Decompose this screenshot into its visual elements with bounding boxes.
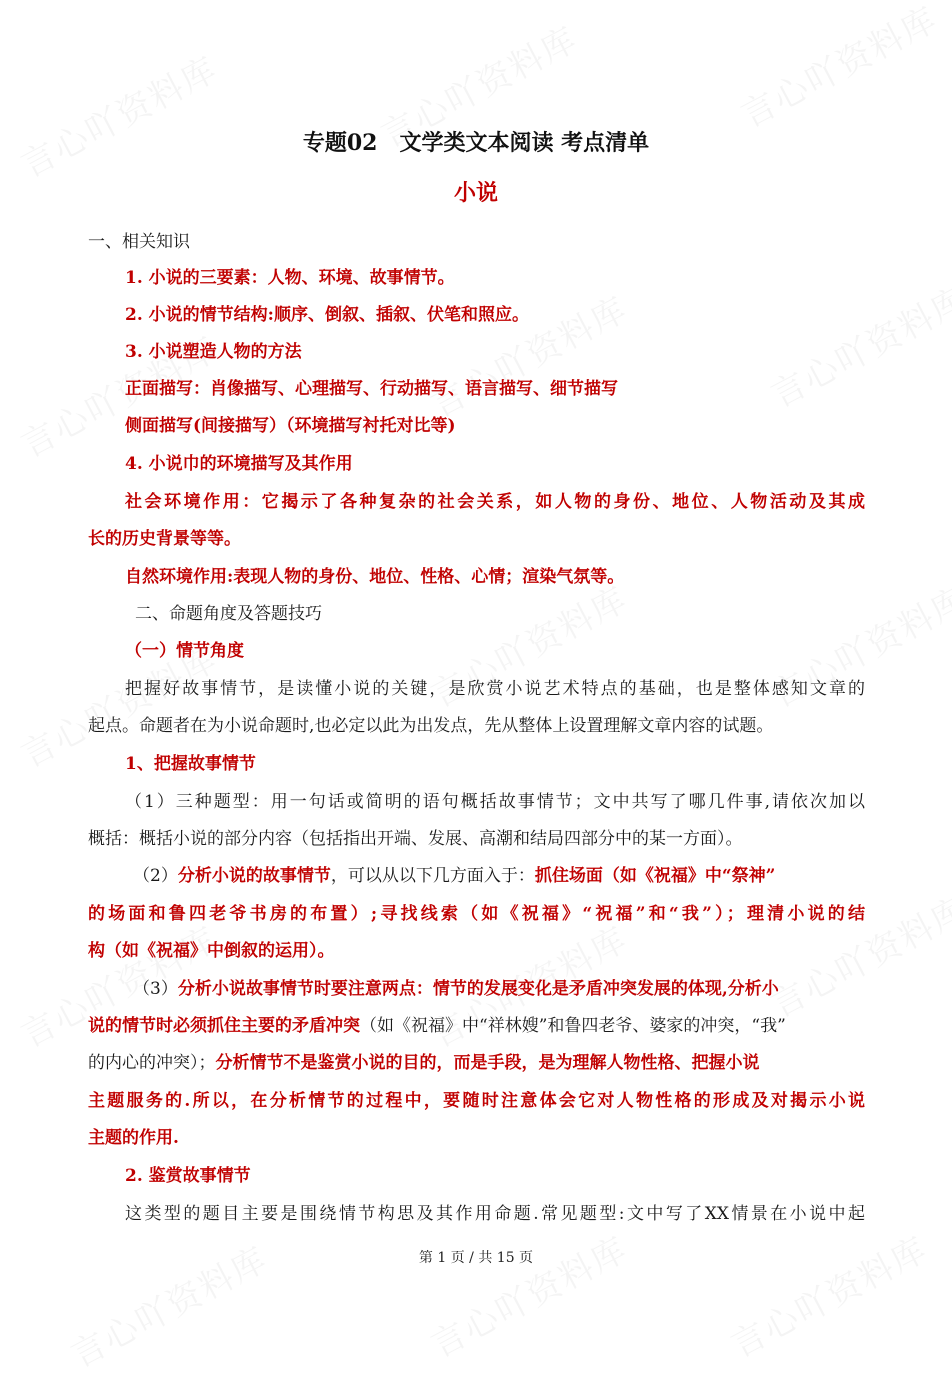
knowledge-item: 2. 小说的情节结构:顺序、倒叙、插叙、伏笔和照应。 (125, 305, 529, 325)
page-title: 专题02 文学类文本阅读 考点清单 (302, 130, 650, 156)
paragraph-line: 构（如《祝福》中倒叙的运用）。 (88, 941, 335, 961)
text-run: 抓住场面（如《祝福》中“祭神” (534, 866, 776, 886)
text-run: （2） (133, 866, 178, 886)
section-heading: 一、相关知识 (88, 232, 190, 252)
text-run: 分析小说故事情节时要注意两点：情节的发展变化是矛盾冲突发展的体现,分析小 (177, 979, 779, 999)
subsection-heading: 2. 鉴赏故事情节 (125, 1166, 251, 1186)
paragraph-line: （1）三种题型：用一句话或简明的语句概括故事情节；文中共写了哪几件事,请依次加以 (125, 792, 865, 812)
text-run: ，可以从以下几方面入于： (330, 866, 535, 886)
subsection-heading: 1、把握故事情节 (125, 754, 256, 774)
paragraph-line: 把握好故事情节，是读懂小说的关键，是欣赏小说艺术特点的基础，也是整体感知文章的 (125, 679, 865, 699)
paragraph-line (88, 1051, 760, 1075)
paragraph-line: 起点。命题者在为小说命题时,也必定以此为出发点，先从整体上设置理解文章内容的试题。 (88, 716, 774, 736)
text-run: （如《祝福》中“祥林嫂”和鲁四老爷、婆家的冲突，“我” (360, 1016, 786, 1036)
page-number: 第 1 页 / 共 15 页 (418, 1250, 534, 1266)
paragraph-line: 概括：概括小说的部分内容（包括指出开端、发展、高潮和结局四部分中的某一方面）。 (88, 829, 743, 849)
paragraph-line: 自然环境作用:表现人物的身份、地位、性格、心情；渲染气氛等。 (125, 567, 625, 587)
paragraph-line: 这类型的题目主要是围绕情节构思及其作用命题.常见题型:文中写了XX情景在小说中起 (125, 1204, 865, 1224)
text-run: 说的情节时必须抓住主要的矛盾冲突 (88, 1016, 360, 1036)
knowledge-item: 3. 小说塑造人物的方法 (125, 342, 302, 362)
text-run: 的内心的冲突）； (88, 1053, 216, 1073)
paragraph-line: 主题的作用. (88, 1128, 179, 1148)
text-run: （3） (133, 979, 178, 999)
knowledge-item: 4. 小说巾的环境描写及其作用 (125, 454, 353, 474)
knowledge-detail: 正面描写：肖像描写、心理描写、行动描写、语言描写、细节描写 (125, 379, 618, 399)
paragraph-line: 社会环境作用：它揭示了各种复杂的社会关系，如人物的身份、地位、人物活动及其成 (125, 492, 865, 512)
paragraph-line (88, 1014, 786, 1038)
paragraph-line: 主题服务的.所以，在分析情节的过程中，要随时注意体会它对人物性格的形成及对揭示小说 (88, 1091, 865, 1111)
paragraph-line (133, 864, 775, 888)
text-run: 分析小说的故事情节 (177, 866, 331, 886)
knowledge-item: 1. 小说的三要素：人物、环境、故事情节。 (125, 268, 455, 288)
paragraph-line: 长的历史背景等等。 (88, 529, 241, 549)
page-subtitle: 小说 (453, 180, 498, 206)
paragraph-line (133, 977, 779, 1001)
paragraph-line: 的场面和鲁四老爷书房的布置）;寻找线索（如《祝福》“祝福”和“我”）；理清小说的结 (88, 904, 865, 924)
section-heading: 二、命题角度及答题技巧 (135, 604, 322, 624)
knowledge-detail: 侧面描写(间接描写）（环境描写衬托对比等) (125, 416, 456, 436)
subsection-heading: （一）情节角度 (125, 641, 244, 661)
text-run: 分析情节不是鉴赏小说的目的，而是手段，是为理解人物性格、把握小说 (215, 1053, 760, 1073)
